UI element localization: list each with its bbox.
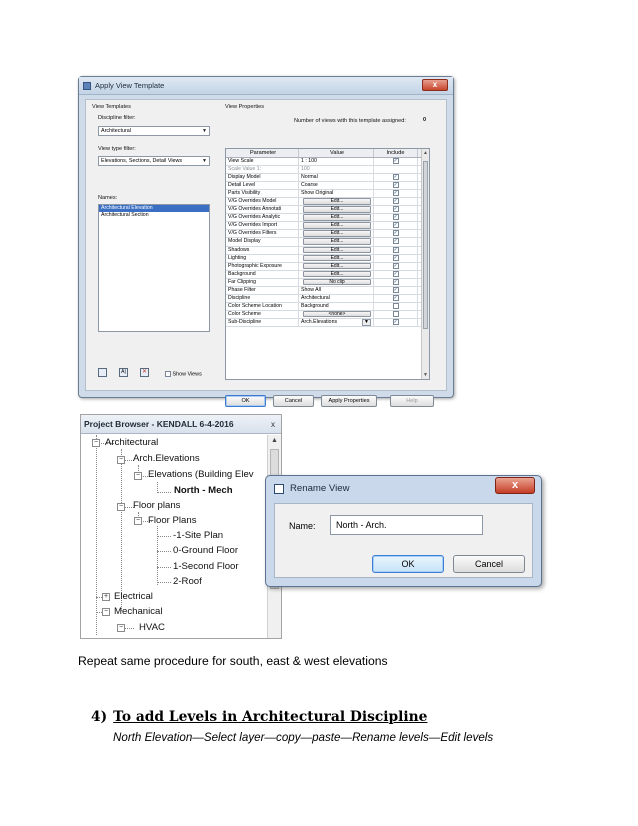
- parameter-cell: Detail Level: [226, 182, 299, 189]
- include-cell: [374, 174, 418, 181]
- view-type-filter-select[interactable]: [98, 156, 210, 166]
- parameter-cell: V/G Overrides Analytic: [226, 214, 299, 221]
- parameter-cell: Sub-Discipline: [226, 319, 299, 326]
- parameter-cell: Color Scheme Location: [226, 303, 299, 310]
- include-checkbox[interactable]: ✓: [393, 198, 398, 205]
- edit-button[interactable]: <none>: [303, 311, 371, 318]
- heading-number: 4): [91, 709, 108, 725]
- include-cell: [374, 182, 418, 189]
- tree-item-mechanical[interactable]: Mechanical: [114, 606, 163, 617]
- tree-line: [121, 449, 122, 611]
- names-label: Names:: [98, 195, 118, 201]
- include-cell: [374, 263, 418, 270]
- list-item[interactable]: Architectural Elevation: [99, 205, 209, 212]
- tree-line: [157, 567, 171, 568]
- parameter-cell: Display Model: [226, 174, 299, 181]
- value-cell: Normal: [299, 174, 374, 181]
- edit-button[interactable]: No clip: [303, 279, 371, 286]
- value-cell: [299, 198, 374, 205]
- include-checkbox[interactable]: ✓: [393, 182, 398, 189]
- tree-item-second-floor[interactable]: 1-Second Floor: [173, 561, 239, 572]
- section-heading: [91, 709, 427, 725]
- show-views-checkbox[interactable]: [165, 371, 202, 377]
- help-button[interactable]: Help: [390, 395, 434, 407]
- include-checkbox[interactable]: ✓: [393, 318, 398, 325]
- table-row[interactable]: [226, 279, 429, 287]
- include-cell: [374, 271, 418, 278]
- value-cell: Background: [299, 303, 374, 310]
- sub-discipline-value: Arch.Elevations: [301, 318, 338, 325]
- table-row[interactable]: [226, 230, 429, 238]
- dialog-body: [85, 99, 447, 404]
- include-checkbox[interactable]: ✓: [393, 222, 398, 229]
- parameter-cell: Photographic Exposure: [226, 263, 299, 270]
- tree-line: [157, 582, 171, 583]
- template-names-list[interactable]: [98, 204, 210, 332]
- scroll-up-icon[interactable]: ▲: [271, 437, 278, 444]
- rename-view-dialog: [265, 475, 542, 587]
- discipline-filter-select[interactable]: [98, 126, 210, 136]
- include-cell: [374, 230, 418, 237]
- include-checkbox[interactable]: ✓: [393, 206, 398, 213]
- table-header: [226, 149, 429, 158]
- include-checkbox[interactable]: ✓: [393, 294, 398, 301]
- collapse-icon[interactable]: −: [135, 472, 141, 479]
- value-cell: [299, 222, 374, 229]
- close-icon[interactable]: x: [422, 79, 448, 91]
- table-row[interactable]: [226, 247, 429, 255]
- parameter-cell: V/G Overrides Import: [226, 222, 299, 229]
- close-icon[interactable]: x: [271, 420, 275, 429]
- tree-item-site-plan[interactable]: -1-Site Plan: [173, 530, 224, 541]
- include-checkbox[interactable]: ✓: [393, 270, 398, 277]
- duplicate-icon[interactable]: [98, 368, 107, 377]
- checkbox-icon: [165, 371, 171, 377]
- apply-view-template-dialog: [78, 76, 454, 404]
- value-cell: Architectural: [299, 295, 374, 302]
- include-cell: [374, 295, 418, 302]
- discipline-filter-value: Architectural: [101, 128, 131, 134]
- table-row[interactable]: [226, 158, 429, 166]
- rename-dialog-title: Rename View: [290, 483, 350, 494]
- parameter-cell: Background: [226, 271, 299, 278]
- view-properties-table: [225, 148, 430, 380]
- include-cell: [374, 255, 418, 262]
- tree-line: [157, 551, 171, 552]
- view-type-filter-value: Elevations, Sections, Detail Views: [101, 158, 183, 164]
- edit-button[interactable]: Edit...: [303, 230, 371, 237]
- close-icon[interactable]: x: [495, 477, 535, 494]
- include-checkbox[interactable]: ✓: [393, 246, 398, 253]
- parameter-cell: Model Display: [226, 238, 299, 245]
- table-row[interactable]: [226, 303, 429, 311]
- table-row[interactable]: [226, 255, 429, 263]
- collapse-icon[interactable]: −: [118, 456, 124, 463]
- tree-item-architectural[interactable]: Architectural: [105, 437, 159, 448]
- collapse-icon[interactable]: −: [103, 608, 109, 615]
- include-checkbox[interactable]: ✓: [393, 190, 398, 197]
- chevron-down-icon: ▼: [202, 158, 207, 164]
- tree-item-floor-plans[interactable]: Floor Plans: [148, 515, 197, 526]
- revit-app-icon: [83, 82, 91, 90]
- tree-line: [157, 492, 171, 493]
- include-checkbox[interactable]: ✓: [393, 254, 398, 261]
- table-row[interactable]: [226, 222, 429, 230]
- include-cell: [374, 158, 418, 165]
- num-views-label: Number of views with this template assigned:: [294, 118, 406, 124]
- edit-button[interactable]: Edit...: [303, 263, 371, 270]
- table-row[interactable]: [226, 287, 429, 295]
- edit-button[interactable]: Edit...: [303, 255, 371, 262]
- apply-properties-button[interactable]: Apply Properties: [321, 395, 377, 407]
- discipline-filter-label: Discipline filter:: [98, 115, 136, 121]
- steps-line: North Elevation—Select layer—copy—paste—Rename levels—Edit levels: [113, 731, 494, 744]
- tree-item-arch-elevations[interactable]: Arch.Elevations: [133, 453, 200, 464]
- edit-button[interactable]: Edit...: [303, 222, 371, 229]
- table-row[interactable]: [226, 238, 429, 246]
- value-cell: [299, 206, 374, 213]
- heading-text: To add Levels in Architectural Discipline: [113, 709, 428, 725]
- parameter-cell: V/G Overrides Model: [226, 198, 299, 205]
- table-row[interactable]: [226, 190, 429, 198]
- parameter-cell: V/G Overrides Filters: [226, 230, 299, 237]
- value-cell: [299, 230, 374, 237]
- collapse-icon[interactable]: −: [135, 517, 141, 524]
- include-cell: [374, 214, 418, 221]
- table-row[interactable]: [226, 319, 429, 327]
- view-name-input[interactable]: North - Arch.: [330, 515, 483, 535]
- tree-item-roof[interactable]: 2-Roof: [173, 576, 202, 587]
- parameter-cell: V/G Overrides Annotati: [226, 206, 299, 213]
- include-checkbox[interactable]: [393, 303, 399, 309]
- project-browser-title: [81, 415, 281, 434]
- include-cell: [374, 222, 418, 229]
- value-cell: [299, 238, 374, 245]
- parameter-cell: View Scale: [226, 158, 299, 165]
- caption: Repeat same procedure for south, east & west elevations: [78, 654, 388, 668]
- edit-button[interactable]: Edit...: [303, 198, 371, 205]
- include-cell: [374, 311, 418, 318]
- parameter-cell: Shadows: [226, 247, 299, 254]
- tree-line: [96, 435, 97, 635]
- rename-icon[interactable]: A|: [119, 368, 128, 377]
- edit-button[interactable]: Edit...: [303, 247, 371, 254]
- include-checkbox[interactable]: ✓: [393, 230, 398, 237]
- include-checkbox[interactable]: ✓: [393, 238, 398, 245]
- tree-line: [157, 526, 158, 585]
- parameter-cell: Far Clipping: [226, 279, 299, 286]
- value-cell: [299, 255, 374, 262]
- tree-item-hvac[interactable]: HVAC: [139, 622, 165, 633]
- value-cell: [299, 263, 374, 270]
- include-checkbox[interactable]: [393, 311, 399, 317]
- edit-button[interactable]: Edit...: [303, 214, 371, 221]
- tree-item-ground-floor[interactable]: 0-Ground Floor: [173, 545, 239, 556]
- collapse-icon[interactable]: −: [93, 439, 99, 446]
- column-header-include: Include: [374, 149, 418, 157]
- table-row[interactable]: [226, 174, 429, 182]
- project-browser-title-text: Project Browser - KENDALL 6-4-2016: [84, 419, 234, 429]
- cancel-button[interactable]: Cancel: [273, 395, 314, 407]
- column-header-parameter: Parameter: [226, 149, 299, 157]
- delete-icon[interactable]: ✕: [141, 369, 148, 375]
- parameter-cell: Parts Visibility: [226, 190, 299, 197]
- include-cell: [374, 247, 418, 254]
- project-browser: [80, 414, 282, 639]
- table-row[interactable]: [226, 263, 429, 271]
- include-checkbox[interactable]: ✓: [393, 158, 398, 164]
- include-cell: [374, 238, 418, 245]
- view-type-filter-label: View type filter:: [98, 146, 136, 152]
- include-checkbox[interactable]: ✓: [393, 262, 398, 269]
- table-row[interactable]: [226, 271, 429, 279]
- include-cell: [374, 287, 418, 294]
- parameter-cell: Color Scheme: [226, 311, 299, 318]
- tree-item-north-mech[interactable]: North - Mech: [174, 485, 233, 496]
- cancel-button[interactable]: Cancel: [453, 555, 525, 573]
- tree-item-floor-plans-group[interactable]: Floor plans: [133, 500, 181, 511]
- value-cell: [299, 311, 374, 318]
- column-header-value: Value: [299, 149, 374, 157]
- value-cell: [299, 214, 374, 221]
- table-row[interactable]: [226, 166, 429, 174]
- parameter-cell: Discipline: [226, 295, 299, 302]
- value-cell: [299, 247, 374, 254]
- parameter-cell: Phase Filter: [226, 287, 299, 294]
- table-row[interactable]: [226, 311, 429, 319]
- scrollbar-thumb[interactable]: [423, 161, 428, 329]
- table-scrollbar[interactable]: [421, 149, 429, 379]
- table-row[interactable]: [226, 295, 429, 303]
- edit-button[interactable]: Edit...: [303, 206, 371, 213]
- ok-button[interactable]: OK: [372, 555, 444, 573]
- table-row[interactable]: [226, 198, 429, 206]
- value-cell: 1 : 100: [299, 158, 374, 165]
- num-views-value: 0: [423, 117, 427, 123]
- value-cell: [299, 279, 374, 286]
- include-checkbox[interactable]: ✓: [393, 214, 398, 221]
- include-cell: [374, 303, 418, 310]
- value-cell: Show Original: [299, 190, 374, 197]
- revit-app-icon: [274, 484, 284, 494]
- rename-dialog-body: [274, 503, 533, 578]
- show-views-label: Show Views: [172, 371, 202, 378]
- chevron-down-icon: ▼: [202, 128, 207, 134]
- value-cell: [299, 271, 374, 278]
- sub-discipline-select[interactable]: [299, 319, 374, 326]
- value-cell: 100: [299, 166, 374, 173]
- include-cell: [374, 190, 418, 197]
- parameter-cell: Scale Value 1:: [226, 166, 299, 173]
- ok-button[interactable]: OK: [225, 395, 266, 407]
- value-cell: Show All: [299, 287, 374, 294]
- include-cell: [374, 279, 418, 286]
- include-cell: [374, 206, 418, 213]
- dialog-title: Apply View Template: [95, 81, 165, 90]
- view-properties-group-label: View Properties: [225, 104, 265, 110]
- chevron-down-icon[interactable]: ▼: [364, 318, 369, 325]
- include-checkbox[interactable]: ✓: [393, 174, 398, 181]
- value-cell: Coarse: [299, 182, 374, 189]
- collapse-icon[interactable]: −: [118, 624, 124, 631]
- tree-item-electrical[interactable]: Electrical: [114, 591, 153, 602]
- collapse-icon[interactable]: −: [118, 503, 124, 510]
- view-templates-group-label: View Templates: [92, 104, 131, 110]
- table-rows: [226, 158, 429, 327]
- tree-line: [157, 536, 171, 537]
- table-row[interactable]: [226, 206, 429, 214]
- include-cell: [374, 198, 418, 205]
- tree-item-elevations-building[interactable]: Elevations (Building Elev: [148, 469, 254, 480]
- scroll-up-icon[interactable]: ▲: [423, 150, 428, 156]
- include-cell: [374, 166, 418, 173]
- scroll-down-icon[interactable]: ▼: [423, 372, 428, 378]
- include-checkbox[interactable]: ✓: [393, 286, 398, 293]
- table-row[interactable]: [226, 182, 429, 190]
- expand-icon[interactable]: +: [103, 593, 109, 600]
- name-label: Name:: [289, 521, 316, 531]
- include-cell: [374, 319, 418, 326]
- include-checkbox[interactable]: ✓: [393, 278, 398, 285]
- edit-button[interactable]: Edit...: [303, 271, 371, 278]
- table-row[interactable]: [226, 214, 429, 222]
- edit-button[interactable]: Edit...: [303, 238, 371, 245]
- list-item[interactable]: Architectural Section: [101, 212, 149, 218]
- dialog-title-bar: [79, 77, 453, 95]
- parameter-cell: Lighting: [226, 255, 299, 262]
